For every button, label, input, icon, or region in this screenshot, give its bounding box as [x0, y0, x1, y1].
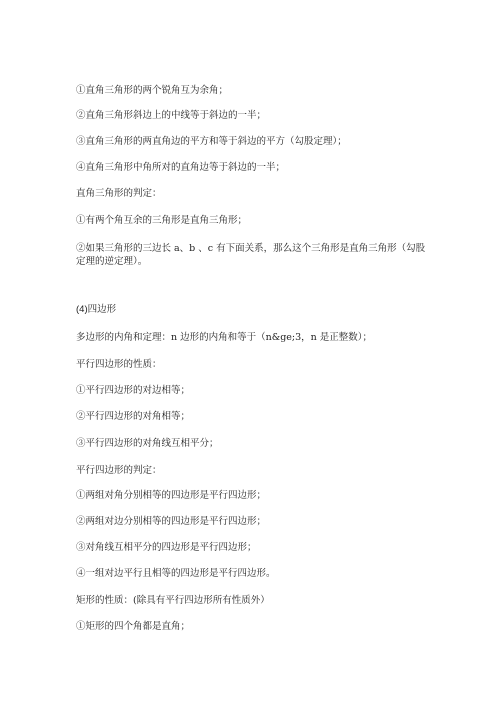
section-heading: 平行四边形的判定： [76, 464, 162, 476]
text-line: ①两组对角分别相等的四边形是平行四边形； [76, 489, 267, 501]
text-line: ①有两个角互余的三角形是直角三角形； [76, 214, 248, 226]
text-line: ③对角线互相平分的四边形是平行四边形； [76, 541, 257, 553]
text-line: ④直角三角形中角所对的直角边等于斜边的一半； [76, 161, 286, 173]
section-heading: 矩形的性质：(除具有平行四边形所有性质外） [76, 594, 270, 606]
text-line: ①直角三角形的两个锐角互为余角； [76, 84, 229, 96]
text-line: 多边形的内角和定理：n 边形的内角和等于（n&ge;3，n 是正整数）； [76, 331, 373, 343]
section-heading: (4)四边形 [76, 303, 117, 315]
text-line: ②两组对边分别相等的四边形是平行四边形； [76, 515, 267, 527]
text-line: ③平行四边形的对角线互相平分； [76, 437, 219, 449]
section-heading: 平行四边形的性质： [76, 358, 162, 370]
text-line: ②直角三角形斜边上的中线等于斜边的一半； [76, 109, 267, 121]
text-line: ①矩形的四个角都是直角； [76, 620, 191, 632]
text-line: ②平行四边形的对角相等； [76, 410, 191, 422]
text-line: ②如果三角形的三边长 a、b 、c 有下面关系，那么这个三角形是直角三角形（勾股定理的逆定理）。 [76, 242, 426, 267]
text-line: ①平行四边形的对边相等； [76, 384, 191, 396]
text-line: ③直角三角形的两直角边的平方和等于斜边的平方（勾股定理）； [76, 135, 347, 147]
text-line: ④一组对边平行且相等的四边形是平行四边形。 [76, 567, 276, 579]
section-heading: 直角三角形的判定： [76, 187, 162, 199]
